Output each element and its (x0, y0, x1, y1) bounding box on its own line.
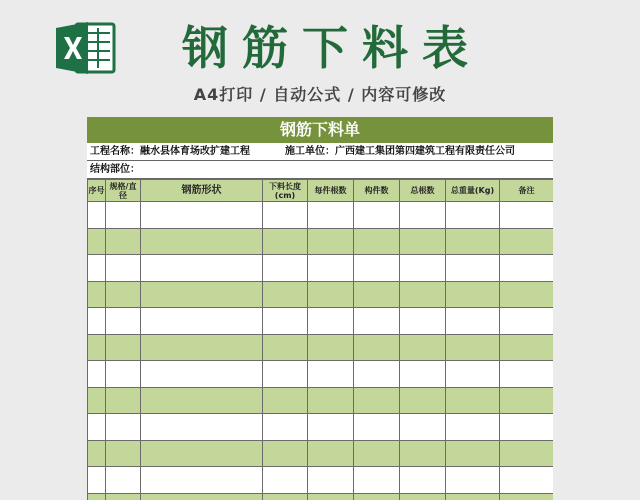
table-cell[interactable] (500, 361, 554, 388)
table-cell[interactable] (106, 361, 141, 388)
table-cell[interactable] (263, 440, 308, 467)
table-row (88, 361, 554, 388)
table-cell[interactable] (88, 440, 106, 467)
table-cell[interactable] (308, 202, 354, 229)
page-subtitle: A4打印 / 自动公式 / 内容可修改 (193, 85, 447, 104)
table-cell[interactable] (106, 387, 141, 414)
table-cell[interactable] (308, 334, 354, 361)
table-cell[interactable] (400, 361, 446, 388)
table-cell[interactable] (400, 202, 446, 229)
table-cell[interactable] (500, 334, 554, 361)
table-cell[interactable] (308, 414, 354, 441)
table-cell[interactable] (500, 281, 554, 308)
table-cell[interactable] (141, 308, 263, 335)
table-body (88, 202, 554, 500)
table-cell[interactable] (446, 493, 500, 500)
location-info (90, 161, 140, 178)
location-label: 结构部位： (90, 164, 140, 175)
table-cell[interactable] (446, 334, 500, 361)
table-cell[interactable] (400, 467, 446, 494)
table-cell[interactable] (141, 440, 263, 467)
table-cell[interactable] (106, 255, 141, 282)
table-cell[interactable] (446, 467, 500, 494)
table-cell[interactable] (106, 334, 141, 361)
col-header-per-piece: 每件根数 (308, 180, 354, 202)
table-cell[interactable] (400, 387, 446, 414)
page-title: 钢筋下料表 (182, 21, 482, 75)
table-cell[interactable] (400, 414, 446, 441)
table-cell[interactable] (308, 228, 354, 255)
table-cell[interactable] (106, 440, 141, 467)
table-cell[interactable] (263, 493, 308, 500)
table-cell[interactable] (106, 228, 141, 255)
col-header-total-count: 总根数 (400, 180, 446, 202)
table-cell[interactable] (308, 467, 354, 494)
table-cell[interactable] (141, 414, 263, 441)
col-header-index: 序号 (88, 180, 106, 202)
table-cell[interactable] (106, 467, 141, 494)
table-cell[interactable] (263, 308, 308, 335)
table-cell[interactable] (308, 281, 354, 308)
table-cell[interactable] (446, 228, 500, 255)
table-cell[interactable] (88, 414, 106, 441)
table-row (88, 202, 554, 229)
table-row (88, 334, 554, 361)
rebar-table (87, 179, 553, 500)
table-cell[interactable] (88, 281, 106, 308)
table-row (88, 281, 554, 308)
table-cell[interactable] (141, 493, 263, 500)
table-cell[interactable] (354, 308, 400, 335)
table-cell[interactable] (88, 361, 106, 388)
table-cell[interactable] (446, 387, 500, 414)
table-cell[interactable] (88, 308, 106, 335)
table-cell[interactable] (141, 467, 263, 494)
table-cell[interactable] (308, 440, 354, 467)
project-label: 工程名称： (90, 146, 140, 157)
project-info-row (87, 143, 553, 161)
table-cell[interactable] (400, 440, 446, 467)
table-cell[interactable] (308, 493, 354, 500)
table-cell[interactable] (354, 493, 400, 500)
table-cell[interactable] (354, 467, 400, 494)
table-cell[interactable] (88, 255, 106, 282)
table-cell[interactable] (354, 281, 400, 308)
table-cell[interactable] (400, 255, 446, 282)
table-cell[interactable] (141, 281, 263, 308)
table-cell[interactable] (141, 202, 263, 229)
table-row (88, 440, 554, 467)
excel-logo-icon (54, 20, 116, 76)
table-cell[interactable] (263, 467, 308, 494)
table-cell[interactable] (354, 414, 400, 441)
table-cell[interactable] (400, 308, 446, 335)
table-cell[interactable] (308, 255, 354, 282)
table-row (88, 387, 554, 414)
col-header-remark: 备注 (500, 180, 554, 202)
table-cell[interactable] (354, 228, 400, 255)
table-cell[interactable] (263, 414, 308, 441)
table-cell[interactable] (400, 281, 446, 308)
project-info (90, 143, 250, 160)
table-cell[interactable] (263, 255, 308, 282)
table-cell[interactable] (354, 202, 400, 229)
col-header-components: 构件数 (354, 180, 400, 202)
table-cell[interactable] (106, 202, 141, 229)
table-cell[interactable] (354, 440, 400, 467)
table-cell[interactable] (308, 387, 354, 414)
table-cell[interactable] (141, 361, 263, 388)
table-row (88, 493, 554, 500)
table-cell[interactable] (88, 202, 106, 229)
col-header-spec: 规格/直径 (106, 180, 141, 202)
table-cell[interactable] (308, 361, 354, 388)
table-cell[interactable] (354, 334, 400, 361)
table-cell[interactable] (106, 281, 141, 308)
table-cell[interactable] (400, 228, 446, 255)
table-cell[interactable] (500, 255, 554, 282)
table-cell[interactable] (141, 387, 263, 414)
table-row (88, 414, 554, 441)
table-cell[interactable] (263, 281, 308, 308)
table-cell[interactable] (400, 334, 446, 361)
contractor-label: 施工单位： (285, 146, 335, 157)
location-info-row (87, 161, 553, 179)
contractor-name[interactable]: 广西建工集团第四建筑工程有限责任公司 (335, 146, 515, 157)
table-cell[interactable] (446, 361, 500, 388)
table-cell[interactable] (263, 202, 308, 229)
table-cell[interactable] (263, 387, 308, 414)
col-header-length: 下料长度(cm) (263, 180, 308, 202)
table-cell[interactable] (88, 228, 106, 255)
table-cell[interactable] (88, 467, 106, 494)
table-cell[interactable] (446, 281, 500, 308)
table-cell[interactable] (263, 334, 308, 361)
table-cell[interactable] (141, 228, 263, 255)
table-cell[interactable] (263, 361, 308, 388)
table-cell[interactable] (500, 308, 554, 335)
table-row (88, 308, 554, 335)
table-header-row (88, 180, 554, 202)
table-cell[interactable] (354, 387, 400, 414)
table-row (88, 228, 554, 255)
table-cell[interactable] (141, 255, 263, 282)
spreadsheet-sheet (87, 117, 553, 500)
col-header-shape: 钢筋形状 (141, 180, 263, 202)
table-cell[interactable] (500, 414, 554, 441)
table-row (88, 255, 554, 282)
table-cell[interactable] (354, 255, 400, 282)
table-cell[interactable] (106, 308, 141, 335)
table-row (88, 467, 554, 494)
table-cell[interactable] (88, 334, 106, 361)
table-cell[interactable] (263, 228, 308, 255)
table-cell[interactable] (446, 202, 500, 229)
table-cell[interactable] (500, 467, 554, 494)
table-cell[interactable] (500, 228, 554, 255)
table-cell[interactable] (141, 334, 263, 361)
table-cell[interactable] (500, 493, 554, 500)
table-cell[interactable] (500, 202, 554, 229)
table-cell[interactable] (446, 414, 500, 441)
table-cell[interactable] (446, 255, 500, 282)
table-cell[interactable] (446, 440, 500, 467)
table-cell[interactable] (500, 440, 554, 467)
table-cell[interactable] (106, 414, 141, 441)
table-cell[interactable] (500, 387, 554, 414)
col-header-total-weight: 总重量(Kg) (446, 180, 500, 202)
contractor-info (285, 143, 515, 160)
sheet-title: 钢筋下料单 (87, 117, 553, 143)
table-cell[interactable] (446, 308, 500, 335)
project-name[interactable]: 融水县体育场改扩建工程 (140, 146, 250, 157)
table-cell[interactable] (354, 361, 400, 388)
table-cell[interactable] (88, 493, 106, 500)
table-cell[interactable] (106, 493, 141, 500)
table-cell[interactable] (400, 493, 446, 500)
table-cell[interactable] (308, 308, 354, 335)
table-cell[interactable] (88, 387, 106, 414)
